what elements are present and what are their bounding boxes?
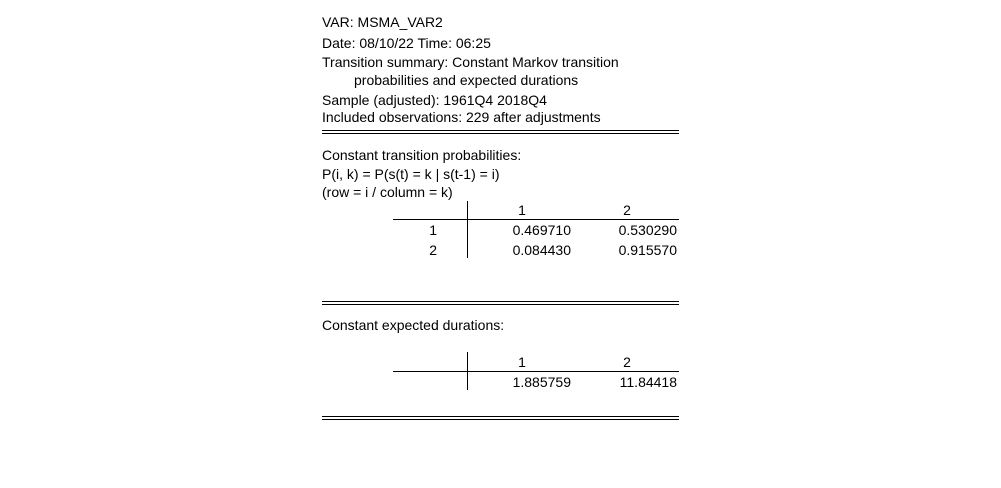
transition-note: (row = i / column = k) — [322, 184, 453, 200]
header-divider — [322, 130, 679, 134]
transition-row-label: 2 — [429, 242, 437, 258]
transition-cell: 0.469710 — [512, 222, 571, 238]
transition-title: Constant transition probabilities: — [322, 147, 522, 163]
transition-row-label: 1 — [429, 222, 437, 238]
date-time: Date: 08/10/22 Time: 06:25 — [322, 35, 491, 51]
summary-line-2: probabilities and expected durations — [354, 72, 579, 88]
transition-col-header: 1 — [518, 202, 526, 218]
durations-col-header: 1 — [518, 354, 526, 370]
sample-range: Sample (adjusted): 1961Q4 2018Q4 — [322, 92, 547, 108]
transition-cell: 0.915570 — [618, 242, 677, 258]
duration-cell: 1.885759 — [512, 374, 571, 390]
durations-table-header-rule — [393, 371, 679, 372]
transition-cell: 0.084430 — [512, 242, 571, 258]
transition-divider — [322, 301, 679, 305]
summary-line-1: Transition summary: Constant Markov transition — [322, 54, 619, 70]
durations-divider — [322, 416, 679, 420]
transition-table-header-rule — [393, 219, 679, 220]
durations-title: Constant expected durations: — [322, 317, 505, 333]
transition-table-vline — [467, 201, 468, 258]
transition-cell: 0.530290 — [618, 222, 677, 238]
transition-formula: P(i, k) = P(s(t) = k | s(t-1) = i) — [322, 166, 500, 182]
transition-col-header: 2 — [623, 202, 631, 218]
var-name: VAR: MSMA_VAR2 — [322, 14, 443, 30]
duration-cell: 11.84418 — [619, 374, 677, 390]
included-observations: Included observations: 229 after adjustments — [322, 109, 601, 125]
durations-col-header: 2 — [623, 354, 631, 370]
